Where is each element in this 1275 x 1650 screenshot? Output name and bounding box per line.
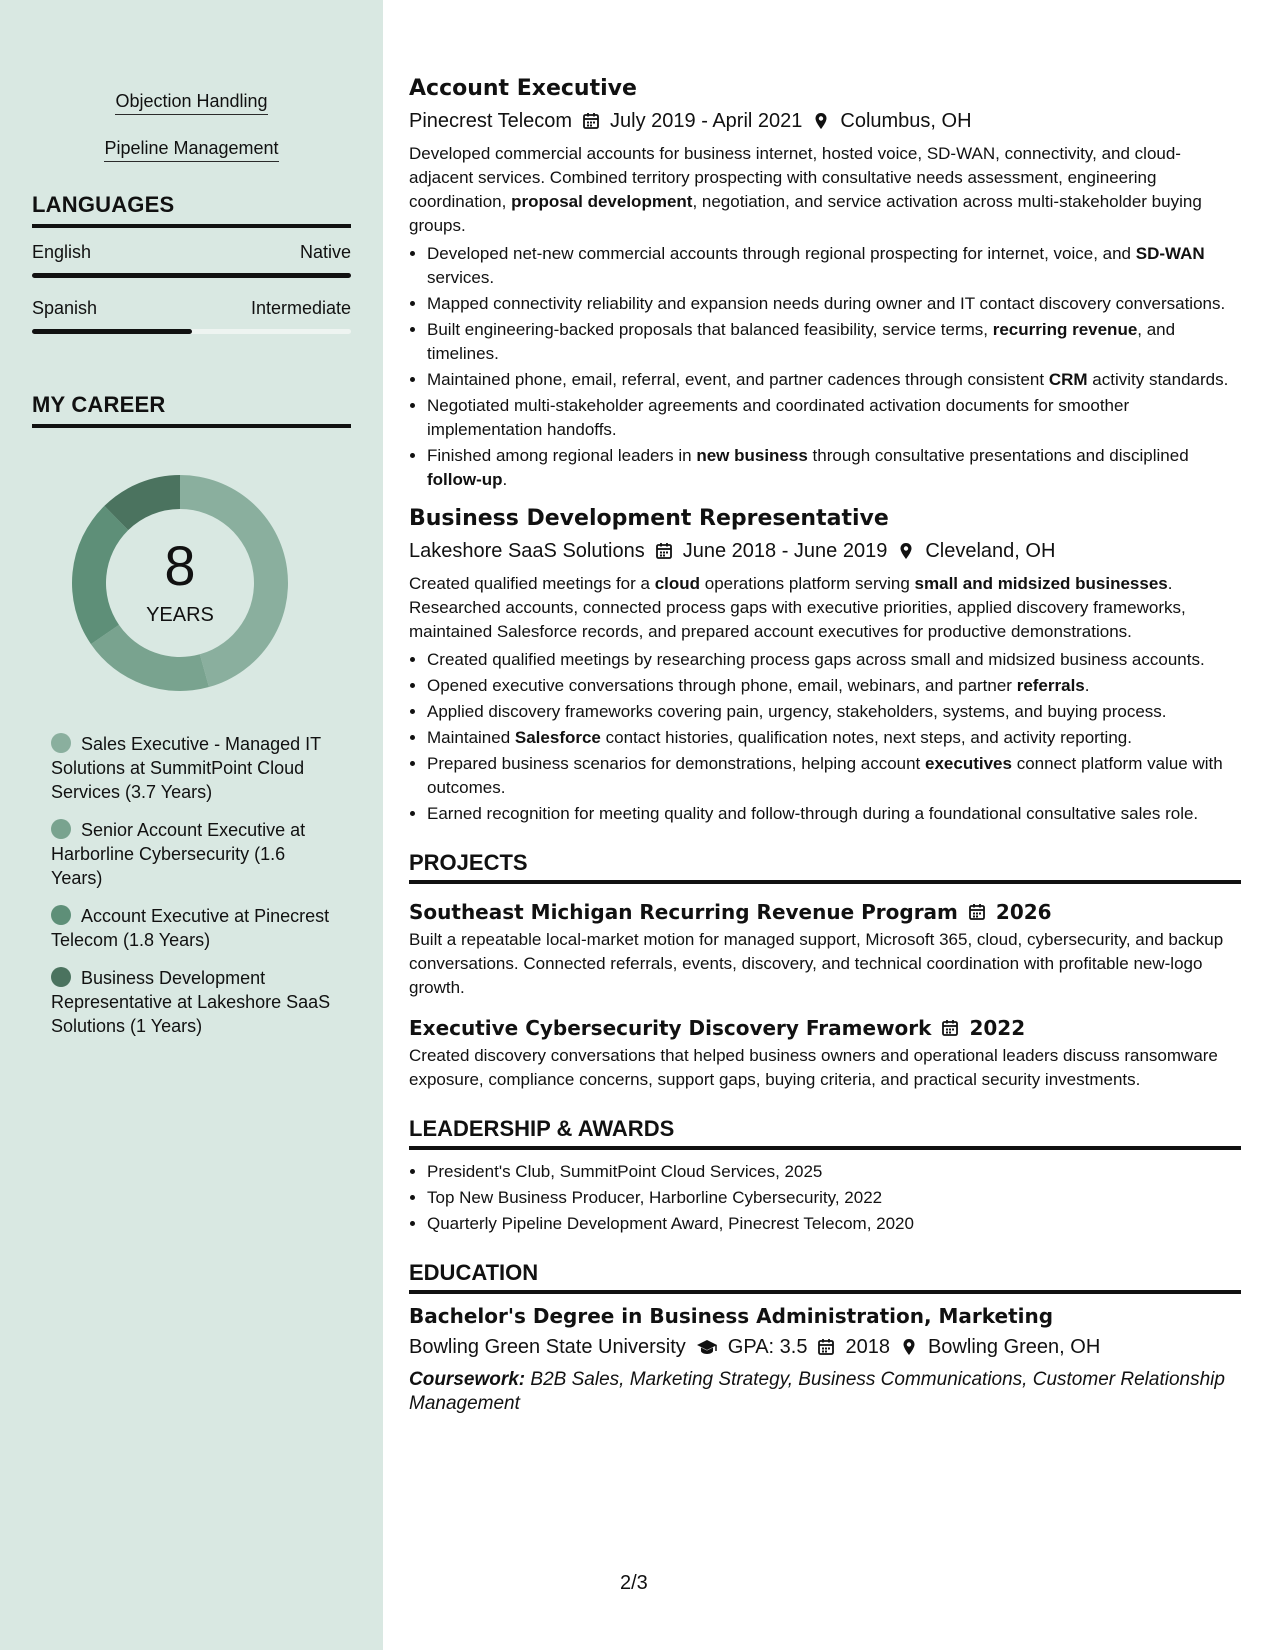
career-legend bbox=[0, 732, 331, 1038]
language-level: Intermediate bbox=[250, 298, 351, 318]
language-item bbox=[32, 242, 351, 278]
language-name: Spanish bbox=[32, 298, 98, 318]
legend-label: Business Development Representative at Lakeshore SaaS Solutions (1 Years) bbox=[51, 968, 331, 1036]
education-meta bbox=[409, 1332, 1241, 1362]
calendar-icon bbox=[968, 903, 986, 921]
career-section bbox=[0, 392, 383, 428]
skill-tag: Pipeline Management bbox=[104, 135, 278, 162]
career-legend-item bbox=[51, 732, 331, 804]
education-entry bbox=[409, 1302, 1241, 1416]
project-title: Southeast Michigan Recurring Revenue Program bbox=[409, 900, 958, 924]
job-meta bbox=[409, 536, 1241, 566]
calendar-icon bbox=[817, 1338, 835, 1356]
language-proficiency-bar bbox=[32, 329, 351, 334]
career-heading: MY CAREER bbox=[32, 392, 351, 428]
projects-heading: PROJECTS bbox=[409, 848, 1241, 884]
school-name: Bowling Green State University bbox=[409, 1336, 686, 1358]
language-item bbox=[32, 298, 351, 334]
project-description: Built a repeatable local-market motion for managed support, Microsoft 365, cloud, cybersecurity, and backup conversations. Connected referrals, events, discovery, and technical coordination with profitable new-logo growth. bbox=[409, 930, 1224, 997]
calendar-icon bbox=[655, 542, 673, 560]
experience-entry bbox=[409, 74, 1241, 492]
job-title: Business Development Representative bbox=[409, 506, 889, 531]
job-bullet: • Maintained Salesforce contact histories, qualification notes, next steps, and activity reporting. bbox=[427, 726, 1241, 750]
career-total-unit: YEARS bbox=[146, 604, 214, 626]
graduation-year: 2018 bbox=[845, 1336, 890, 1358]
career-legend-item bbox=[51, 966, 331, 1038]
sidebar bbox=[0, 0, 383, 1650]
main-content bbox=[409, 74, 1241, 1416]
career-total-years: 8 bbox=[164, 534, 196, 597]
graduation-cap-icon bbox=[696, 1338, 718, 1356]
skill-tag: Objection Handling bbox=[115, 88, 267, 115]
coursework-list: B2B Sales, Marketing Strategy, Business Communications, Customer Relationship Management bbox=[409, 1369, 1225, 1414]
job-location: Columbus, OH bbox=[840, 110, 972, 132]
school-location: Bowling Green, OH bbox=[927, 1336, 1101, 1358]
job-bullet: • Negotiated multi-stakeholder agreements and coordinated activation documents for smoother implementation handoffs. bbox=[427, 394, 1241, 442]
job-bullet: • Earned recognition for meeting quality and follow-through during a foundational consultative sales role. bbox=[427, 802, 1241, 826]
languages-heading: LANGUAGES bbox=[32, 192, 351, 228]
legend-label: Sales Executive - Managed IT Solutions at SummitPoint Cloud Services (3.7 Years) bbox=[51, 734, 321, 802]
experience-entry bbox=[409, 504, 1241, 826]
job-bullet: • Prepared business scenarios for demonstrations, helping account executives connect platform value with outcomes. bbox=[427, 752, 1241, 800]
coursework bbox=[409, 1368, 1241, 1416]
award-item: • President's Club, SummitPoint Cloud Services, 2025 bbox=[427, 1160, 1241, 1184]
career-legend-item bbox=[51, 904, 331, 952]
gpa-value: GPA: 3.5 bbox=[727, 1336, 808, 1358]
legend-dot-icon bbox=[51, 819, 71, 839]
job-dates: July 2019 - April 2021 bbox=[610, 110, 803, 132]
map-pin-icon bbox=[812, 112, 830, 130]
job-bullet: • Applied discovery frameworks covering pain, urgency, stakeholders, systems, and buying process. bbox=[427, 700, 1241, 724]
awards-list bbox=[409, 1160, 1241, 1236]
job-bullet: • Mapped connectivity reliability and expansion needs during owner and IT contact discovery conversations. bbox=[427, 292, 1241, 316]
job-bullets bbox=[409, 648, 1241, 826]
career-donut-chart bbox=[65, 468, 295, 698]
legend-label: Account Executive at Pinecrest Telecom (1.8 Years) bbox=[51, 906, 330, 950]
project-title: Executive Cybersecurity Discovery Framework bbox=[409, 1016, 932, 1040]
languages-section bbox=[0, 192, 383, 334]
career-legend-item bbox=[51, 818, 331, 890]
project-year: 2026 bbox=[995, 900, 1052, 924]
job-summary: Developed commercial accounts for business internet, hosted voice, SD-WAN, connectivity, and cloud-adjacent services. Combined territory prospecting with consultative needs assessment, engineering coordination, proposal development, negotiation, and service activation across multi-stakeholder buying groups. bbox=[409, 144, 1202, 235]
coursework-label: Coursework: bbox=[409, 1369, 526, 1390]
award-item: • Quarterly Pipeline Development Award, Pinecrest Telecom, 2020 bbox=[427, 1212, 1241, 1236]
company-name: Lakeshore SaaS Solutions bbox=[409, 540, 645, 562]
job-dates: June 2018 - June 2019 bbox=[682, 540, 888, 562]
legend-dot-icon bbox=[51, 733, 71, 753]
legend-dot-icon bbox=[51, 967, 71, 987]
page-number: 2/3 bbox=[620, 1572, 648, 1594]
legend-dot-icon bbox=[51, 905, 71, 925]
education-heading: EDUCATION bbox=[409, 1258, 1241, 1294]
job-bullets bbox=[409, 242, 1241, 492]
job-location: Cleveland, OH bbox=[925, 540, 1056, 562]
job-bullet: • Maintained phone, email, referral, event, and partner cadences through consistent CRM activity standards. bbox=[427, 368, 1241, 392]
language-level: Native bbox=[299, 242, 351, 262]
language-proficiency-fill bbox=[32, 329, 192, 334]
calendar-icon bbox=[941, 1019, 959, 1037]
project-description: Created discovery conversations that helped business owners and operational leaders discuss ransomware exposure, compliance concerns, support gaps, buying criteria, and practical security investments. bbox=[409, 1046, 1218, 1089]
award-item: • Top New Business Producer, Harborline Cybersecurity, 2022 bbox=[427, 1186, 1241, 1210]
calendar-icon bbox=[582, 112, 600, 130]
job-summary: Created qualified meetings for a cloud operations platform serving small and midsized businesses. Researched accounts, connected process gaps with executive priorities, applied discovery frameworks, maintained Salesforce records, and prepared account executives for productive demonstrations. bbox=[409, 574, 1186, 641]
skills-list bbox=[0, 0, 383, 162]
job-meta bbox=[409, 106, 1241, 136]
language-proficiency-fill bbox=[32, 273, 351, 278]
project-entry bbox=[409, 1014, 1241, 1092]
degree-title: Bachelor's Degree in Business Administration, Marketing bbox=[409, 1304, 1054, 1328]
job-title: Account Executive bbox=[409, 76, 637, 101]
leadership-heading: LEADERSHIP & AWARDS bbox=[409, 1114, 1241, 1150]
project-entry bbox=[409, 898, 1241, 1000]
job-bullet: • Created qualified meetings by researching process gaps across small and midsized business accounts. bbox=[427, 648, 1241, 672]
language-proficiency-bar bbox=[32, 273, 351, 278]
job-bullet: • Built engineering-backed proposals that balanced feasibility, service terms, recurring revenue, and timelines. bbox=[427, 318, 1241, 366]
legend-label: Senior Account Executive at Harborline Cybersecurity (1.6 Years) bbox=[51, 820, 306, 888]
map-pin-icon bbox=[897, 542, 915, 560]
language-name: English bbox=[32, 242, 92, 262]
map-pin-icon bbox=[900, 1338, 918, 1356]
company-name: Pinecrest Telecom bbox=[409, 110, 573, 132]
job-bullet: • Opened executive conversations through phone, email, webinars, and partner referrals. bbox=[427, 674, 1241, 698]
job-bullet: • Developed net-new commercial accounts through regional prospecting for internet, voice, and SD-WAN services. bbox=[427, 242, 1241, 290]
job-bullet: • Finished among regional leaders in new business through consultative presentations and disciplined follow-up. bbox=[427, 444, 1241, 492]
project-year: 2022 bbox=[969, 1016, 1026, 1040]
